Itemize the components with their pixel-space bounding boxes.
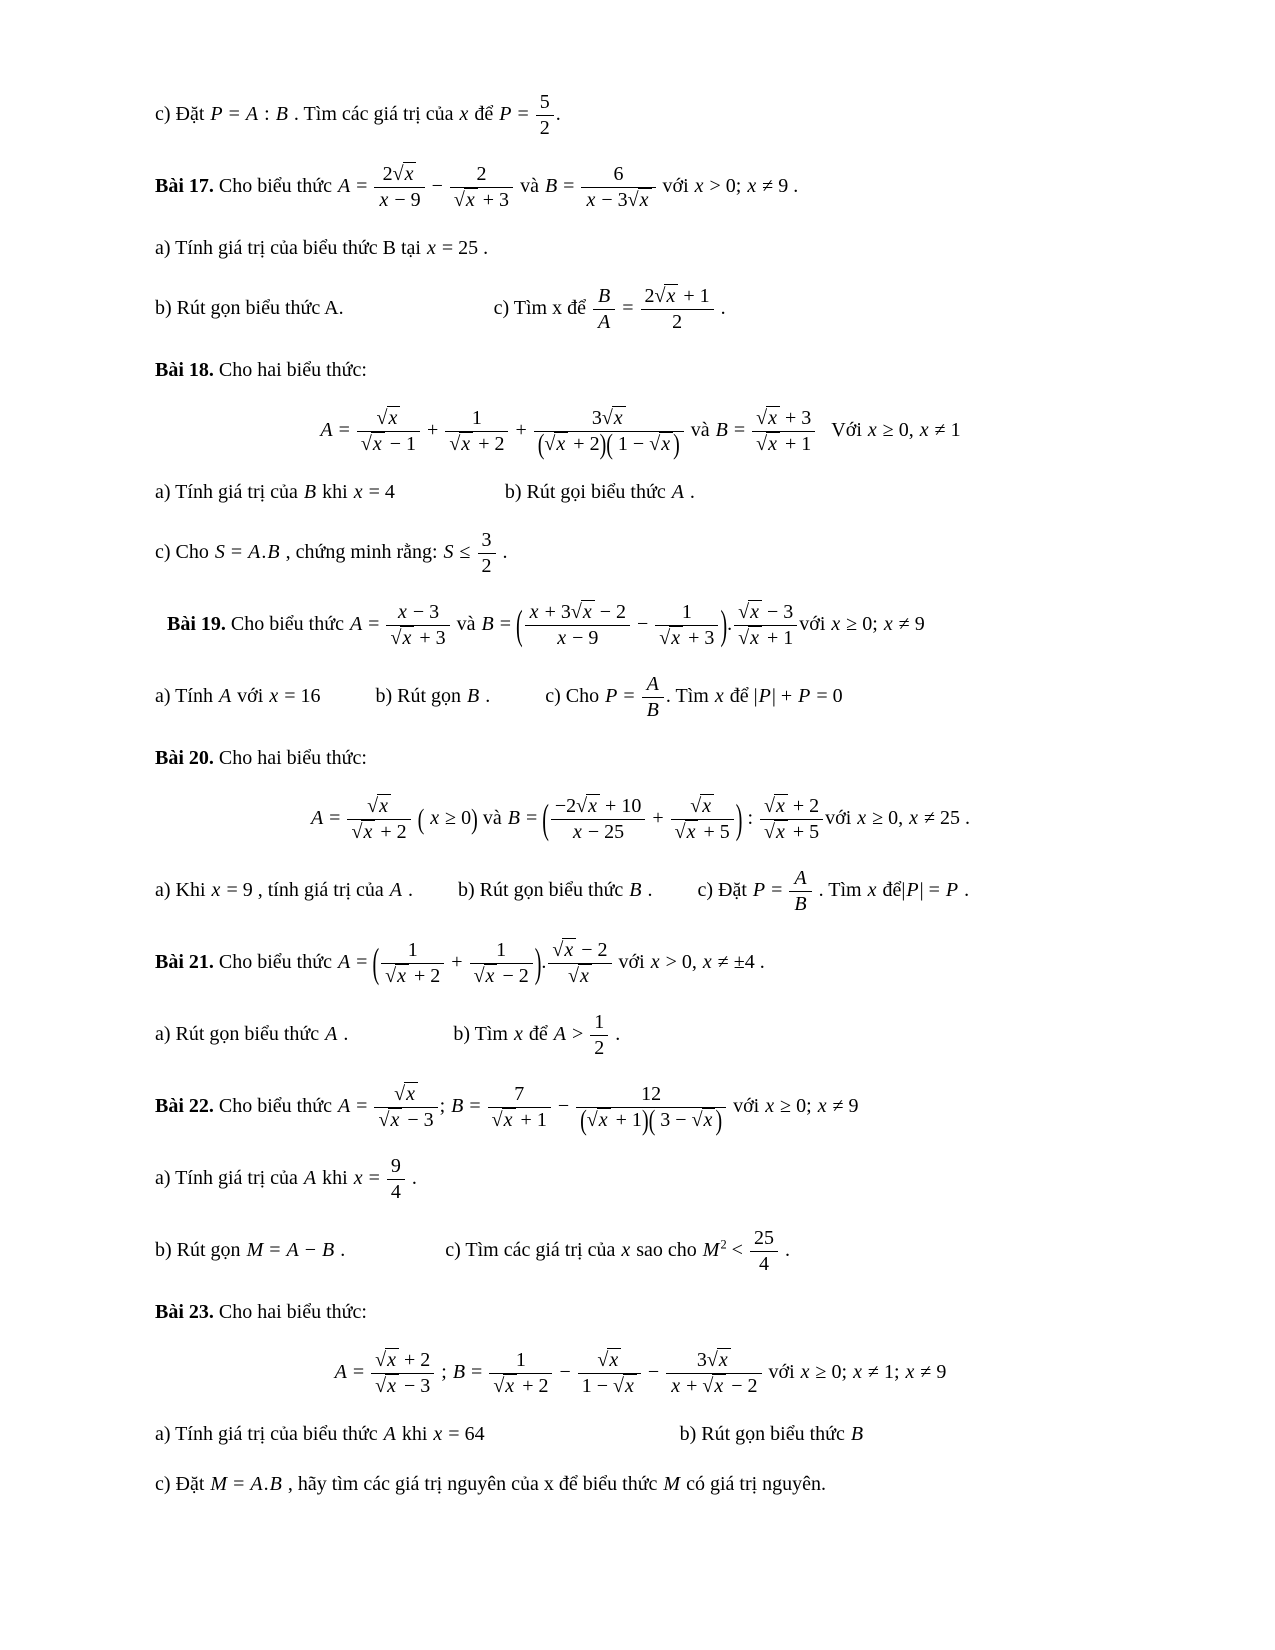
- sqrt-radical: √x: [367, 795, 391, 817]
- math-expression: A = $\frac{√x}{√x - 1}$ + $\frac{1}{√x + 2}$ + $\frac{3√x}{(√x + 2)( 1 - √x )}$: [319, 419, 685, 441]
- math-expression: |P| + P = 0: [753, 685, 843, 708]
- text-run: và: [685, 419, 715, 442]
- ex23-formula: [155, 1348, 1125, 1399]
- exercise-label: Bài 22.: [155, 1095, 214, 1118]
- fraction: $\frac{3√x}{x + √x - 2}$: [666, 1348, 761, 1399]
- sqrt-radical: √x: [394, 1083, 418, 1105]
- text-run: . Tìm: [813, 879, 867, 902]
- text-run: Cho biểu thức: [213, 1095, 337, 1118]
- right-paren: ): [534, 940, 542, 987]
- exercise-label: Bài 23.: [155, 1301, 214, 1323]
- text-run: .: [338, 1023, 349, 1046]
- math-expression: P = $\frac{A}{B}$: [752, 879, 814, 901]
- text-run: a) Tính giá trị của: [155, 1167, 303, 1190]
- sqrt-radical: √x: [675, 821, 699, 843]
- text-run: .: [478, 237, 489, 259]
- math-expression: P = A : B: [210, 103, 288, 126]
- right-paren: ): [720, 602, 728, 649]
- text-run: a) Tính giá trị của: [155, 481, 303, 503]
- sqrt-radical: √x: [649, 433, 673, 455]
- fraction: $\frac{1}{√x + 3}$: [655, 600, 718, 651]
- text-run: .: [959, 879, 970, 902]
- column-spacer: [320, 701, 375, 702]
- sqrt-radical: √x: [474, 965, 498, 987]
- math-expression: x > 0, x ≠ ±4: [650, 951, 755, 974]
- text-run: b) Tìm: [453, 1023, 513, 1046]
- text-run: c) Đặt: [155, 1473, 210, 1495]
- ex21-parts-ab: [155, 1010, 1125, 1061]
- math-expression: B = $\frac{√x + 3}{√x + 1}$: [715, 419, 818, 441]
- text-run: .: [960, 807, 971, 830]
- fraction: $\frac{B}{A}$: [593, 284, 615, 335]
- fraction: $\frac{√x + 3}{√x + 1}$: [752, 406, 815, 457]
- sqrt-radical: √x: [361, 433, 385, 455]
- math-expression: x = 4: [353, 481, 395, 503]
- text-run: a) Rút gọn biểu thức: [155, 1023, 325, 1046]
- text-run: .: [403, 879, 414, 902]
- text-run: . Tìm: [665, 685, 714, 708]
- text-run: . Tìm các giá trị của: [288, 103, 459, 126]
- fraction: $\frac{-2√x + 10}{x - 25}$: [551, 794, 645, 845]
- math-expression: B = ( $\frac{-2√x + 10}{x - 25}$ + $\frac{√x}{√x + 5}$ ) : $\frac{√x + 2}{√x + 5}$: [507, 807, 825, 829]
- sqrt-radical: √x: [454, 189, 478, 211]
- text-run: .: [497, 541, 508, 564]
- text-run: a) Tính giá trị của biểu thức B tại: [155, 237, 426, 259]
- sqrt-radical: √x: [613, 1375, 637, 1397]
- ex19-parts-abc: [155, 672, 1125, 723]
- ex16-part-c: [155, 90, 1125, 141]
- fraction: $\frac{√x}{√x + 2}$: [347, 794, 410, 845]
- text-run: b) Rút gọn biểu thức: [679, 1423, 850, 1445]
- column-spacer: [485, 1439, 680, 1440]
- fraction: $\frac{1}{2}$: [590, 1010, 608, 1061]
- math-expression: B: [629, 879, 642, 902]
- text-run: b) Rút gọi biểu thức: [504, 481, 671, 503]
- fraction: $\frac{1}{√x - 2}$: [470, 938, 533, 989]
- math-expression: A: [218, 685, 232, 708]
- text-run: và: [515, 175, 544, 198]
- math-expression: x: [867, 879, 877, 902]
- math-expression: P = $\frac{5}{2}$: [498, 103, 556, 125]
- math-expression: x > 0; x ≠ 9: [694, 175, 789, 198]
- fraction: $\frac{3}{2}$: [478, 528, 496, 579]
- sqrt-radical: √x: [393, 163, 417, 185]
- sqrt-radical: √x: [628, 189, 652, 211]
- math-expression: x = 64: [433, 1423, 485, 1445]
- math-expression: x ≥ 0, x ≠ 1: [867, 419, 961, 442]
- text-run: .: [610, 1023, 621, 1046]
- left-paren: (: [537, 429, 545, 462]
- fraction: $\frac{9}{4}$: [387, 1154, 405, 1205]
- ex19-intro: [155, 600, 1125, 651]
- column-spacer: [344, 313, 494, 314]
- math-expression: x: [714, 685, 724, 708]
- sqrt-radical: √x: [375, 1349, 399, 1371]
- math-expression: S = A.B: [214, 541, 280, 564]
- ex17-intro: [155, 162, 1125, 213]
- sqrt-radical: √x: [659, 627, 683, 649]
- fraction: $\frac{6}{x - 3√x}$: [581, 162, 655, 213]
- ex22-parts-bc: [155, 1226, 1125, 1277]
- column-spacer: [490, 701, 545, 702]
- right-paren: ): [735, 796, 743, 843]
- left-paren: (: [372, 940, 380, 987]
- fraction: $\frac{1}{√x + 2}$: [381, 938, 444, 989]
- text-run: c) Tìm x để: [493, 297, 591, 320]
- sqrt-radical: √x: [544, 433, 568, 455]
- text-run: và: [451, 613, 481, 636]
- sqrt-radical: √x: [390, 627, 414, 649]
- text-run: b) Rút gọn: [155, 1239, 246, 1262]
- math-expression: A: [671, 481, 684, 503]
- ex17-parts-bc: [155, 284, 1125, 335]
- sqrt-radical: √x: [702, 1375, 726, 1397]
- left-paren: (: [516, 602, 523, 649]
- text-run: có giá trị nguyên.: [681, 1473, 827, 1495]
- text-run: .: [788, 175, 799, 198]
- text-run: .: [406, 1167, 417, 1190]
- fraction: $\frac{√x + 2}{√x - 3}$: [371, 1348, 434, 1399]
- sqrt-radical: √x: [764, 821, 788, 843]
- ex23-parts-ab: [155, 1420, 1125, 1449]
- text-run: a) Khi: [155, 879, 211, 902]
- text-run: , tính giá trị của: [252, 879, 389, 902]
- sqrt-radical: √x: [493, 1375, 517, 1397]
- ex22-intro: [155, 1082, 1125, 1138]
- math-expression: x: [514, 1023, 523, 1046]
- sqrt-radical: √x: [738, 601, 762, 623]
- math-expression: A: [383, 1423, 396, 1445]
- ex22-part-a: [155, 1154, 1125, 1205]
- fraction: $\frac{A}{B}$: [789, 866, 811, 917]
- text-run: .: [754, 951, 765, 974]
- fraction: $\frac{√x - 2}{√x}$: [548, 938, 611, 989]
- ex20-intro: [155, 744, 1125, 773]
- text-run: .: [642, 879, 653, 902]
- text-run: .: [335, 1239, 346, 1262]
- math-expression: S ≤ $\frac{3}{2}$: [443, 541, 498, 563]
- math-expression: P = $\frac{A}{B}$: [604, 685, 666, 707]
- exercise-label: Bài 21.: [155, 951, 214, 974]
- right-paren: ): [715, 1105, 723, 1138]
- ex20-parts-abc: [155, 866, 1125, 917]
- ex18-parts-ab: [155, 478, 1125, 507]
- column-spacer: [413, 895, 458, 896]
- text-run: c) Tìm các giá trị của: [445, 1239, 621, 1262]
- left-paren: (: [580, 1105, 587, 1138]
- fraction: $\frac{√x}{√x - 1}$: [357, 406, 420, 457]
- text-run: b) Rút gọn biểu thức A.: [155, 297, 344, 320]
- text-run: với: [799, 613, 831, 636]
- math-expression: x = $\frac{9}{4}$: [353, 1167, 407, 1189]
- fraction: $\frac{7}{√x + 1}$: [488, 1082, 551, 1133]
- fraction: $\frac{A}{B}$: [642, 672, 664, 723]
- sqrt-radical: √x: [552, 939, 576, 961]
- math-expression: x ≥ 0; x ≠ 1; x ≠ 9: [800, 1361, 947, 1384]
- math-expression: A = $\frac{√x}{√x - 3}$ ; B = $\frac{7}{√x + 1}$ − $\frac{12}{(√x + 1)( 3 - √x )}$: [337, 1095, 728, 1117]
- exercise-label: Bài 18.: [155, 359, 214, 381]
- text-run: b) Rút gọn biểu thức: [458, 879, 629, 902]
- text-run: .: [480, 685, 491, 708]
- fraction: $\frac{3√x}{(√x + 2)( 1 - √x )}$: [534, 406, 684, 457]
- math-expression: A: [325, 1023, 338, 1046]
- ex21-intro: [155, 938, 1125, 989]
- text-run: , hãy tìm các giá trị nguyên của x để biểu thức: [282, 1473, 663, 1495]
- fraction: $\frac{5}{2}$: [536, 90, 554, 141]
- fraction: $\frac{2}{√x + 3}$: [450, 162, 513, 213]
- fraction: $\frac{12}{(√x + 1)( 3 - √x )}$: [576, 1082, 726, 1133]
- math-expression: A: [303, 1167, 317, 1190]
- text-run: khi: [396, 1423, 433, 1445]
- text-run: Cho hai biểu thức:: [213, 359, 367, 381]
- sqrt-radical: √x: [375, 1375, 399, 1397]
- math-expression: B = ( $\frac{x + 3√x - 2}{x - 9}$ − $\frac{1}{√x + 3}$ ). $\frac{√x - 3}{√x + 1}$: [481, 613, 800, 635]
- sqrt-radical: √x: [690, 795, 714, 817]
- math-expression: M = A − B: [246, 1239, 335, 1262]
- sqrt-radical: √x: [597, 1349, 621, 1371]
- fraction: $\frac{x - 3}{√x + 3}$: [386, 600, 449, 651]
- text-run: Cho hai biểu thức:: [213, 747, 367, 769]
- ex20-formula: [155, 794, 1125, 845]
- ex18-intro: [155, 356, 1125, 385]
- sqrt-radical: √x: [378, 1109, 402, 1131]
- fraction: $\frac{√x + 2}{√x + 5}$: [760, 794, 823, 845]
- left-paren: (: [542, 796, 549, 843]
- ex23-part-c: [155, 1470, 1125, 1499]
- math-expression: x ≥ 0, x ≠ 25: [857, 807, 961, 830]
- text-run: .: [779, 1239, 790, 1262]
- sqrt-radical: √x: [756, 407, 780, 429]
- ex18-formula: [155, 406, 1125, 462]
- math-expression: x = 9: [211, 879, 253, 902]
- right-paren: ): [673, 429, 680, 462]
- text-run: với: [657, 175, 694, 198]
- sqrt-radical: √x: [351, 821, 375, 843]
- text-run: Cho biểu thức: [225, 613, 349, 636]
- fraction: $\frac{2√x}{x - 9}$: [374, 162, 424, 213]
- column-spacer: [817, 435, 831, 436]
- ex17-part-a: [155, 234, 1125, 263]
- text-run: .: [684, 481, 695, 503]
- ex18-part-c: [155, 528, 1125, 579]
- text-run: c) Cho: [545, 685, 605, 708]
- text-run: khi: [317, 481, 353, 503]
- right-paren: ): [641, 1105, 649, 1138]
- text-run: với: [825, 807, 857, 830]
- left-paren: (: [648, 1105, 656, 1138]
- sqrt-radical: √x: [707, 1349, 731, 1371]
- text-run: c) Đặt: [697, 879, 752, 902]
- math-expression: A = $\frac{√x}{√x + 2}$ ( x ≥ 0): [310, 795, 478, 843]
- text-run: a) Tính: [155, 685, 218, 708]
- left-paren: (: [417, 803, 425, 836]
- fraction: $\frac{x + 3√x - 2}{x - 9}$: [525, 600, 630, 651]
- right-paren: ): [599, 429, 607, 462]
- column-spacer: [395, 497, 505, 498]
- text-run: để: [523, 1023, 553, 1046]
- math-expression: x: [459, 103, 469, 126]
- text-run: b) Rút gọn: [375, 685, 467, 708]
- text-run: , chứng minh rằng:: [280, 541, 443, 564]
- exercise-label: Bài 19.: [167, 613, 226, 636]
- math-expression: B = $\frac{6}{x - 3√x}$: [544, 175, 658, 197]
- fraction: $\frac{25}{4}$: [750, 1226, 778, 1277]
- math-expression: A = $\frac{x - 3}{√x + 3}$: [349, 613, 452, 635]
- math-expression: A = ( $\frac{1}{√x + 2}$ + $\frac{1}{√x - 2}$ ). $\frac{√x - 2}{√x}$: [337, 951, 614, 973]
- math-expression: $\frac{B}{A}$ = $\frac{2√x + 1}{2}$: [591, 297, 716, 319]
- sqrt-radical: √x: [738, 627, 762, 649]
- fraction: $\frac{1}{√x + 2}$: [489, 1348, 552, 1399]
- math-expression: M = A.B: [210, 1473, 282, 1495]
- math-expression: A: [389, 879, 403, 902]
- text-run: với: [763, 1361, 800, 1384]
- text-run: với: [613, 951, 650, 974]
- text-run: sao cho: [631, 1239, 702, 1262]
- sqrt-radical: √x: [587, 1109, 611, 1131]
- right-paren: ): [471, 803, 478, 836]
- sqrt-radical: √x: [602, 407, 626, 429]
- sqrt-radical: √x: [449, 433, 473, 455]
- text-run: Với: [831, 419, 867, 442]
- text-run: và: [477, 807, 507, 830]
- sqrt-radical: √x: [764, 795, 788, 817]
- column-spacer: [348, 1039, 453, 1040]
- text-run: với: [232, 685, 269, 708]
- sqrt-radical: √x: [571, 601, 595, 623]
- text-run: .: [715, 297, 726, 320]
- text-run: Cho biểu thức: [213, 175, 337, 198]
- math-expression: x ≥ 0; x ≠ 9: [765, 1095, 859, 1118]
- column-spacer: [345, 1255, 445, 1256]
- math-expression: $M^2$ < $\frac{25}{4}$: [702, 1239, 780, 1261]
- sqrt-radical: √x: [492, 1109, 516, 1131]
- math-expression: B: [303, 481, 317, 503]
- fraction: $\frac{√x}{√x + 5}$: [671, 794, 734, 845]
- text-run: để: [724, 685, 754, 708]
- math-expression: |P| = P: [901, 879, 959, 902]
- text-run: Cho hai biểu thức:: [213, 1301, 367, 1323]
- math-expression: x: [621, 1239, 631, 1262]
- text-run: để: [469, 103, 499, 126]
- math-expression: x = 16: [269, 685, 321, 708]
- text-run: để: [877, 879, 902, 902]
- math-expression: B: [850, 1423, 864, 1445]
- fraction: $\frac{√x}{1 - √x}$: [578, 1348, 641, 1399]
- sqrt-radical: √x: [377, 407, 401, 429]
- sqrt-radical: √x: [568, 965, 592, 987]
- sqrt-radical: √x: [576, 795, 600, 817]
- math-expression: x = 25: [426, 237, 479, 259]
- fraction: $\frac{1}{√x + 2}$: [445, 406, 508, 457]
- sqrt-radical: √x: [756, 433, 780, 455]
- text-run: .: [555, 103, 561, 126]
- fraction: $\frac{2√x + 1}{2}$: [641, 284, 714, 335]
- sqrt-radical: √x: [655, 285, 679, 307]
- sqrt-radical: √x: [692, 1109, 716, 1131]
- fraction: $\frac{√x}{√x - 3}$: [374, 1082, 437, 1133]
- text-run: c) Cho: [155, 541, 214, 564]
- ex23-intro: [155, 1298, 1125, 1327]
- math-expression: A = $\frac{√x + 2}{√x - 3}$ ; B = $\frac{1}{√x + 2}$ − $\frac{√x}{1 - √x}$ − $\frac{3√x}{x + √x - 2}$: [334, 1361, 764, 1383]
- left-paren: (: [606, 429, 613, 462]
- math-expression: x ≥ 0; x ≠ 9: [831, 613, 925, 636]
- text-run: a) Tính giá trị của biểu thức: [155, 1423, 383, 1445]
- sqrt-radical: √x: [385, 965, 409, 987]
- fraction: $\frac{√x - 3}{√x + 1}$: [734, 600, 797, 651]
- column-spacer: [653, 895, 698, 896]
- math-expression: B: [467, 685, 480, 708]
- text-run: khi: [317, 1167, 353, 1190]
- text-run: c) Đặt: [155, 103, 210, 126]
- exercise-label: Bài 20.: [155, 747, 214, 769]
- math-expression: M: [663, 1473, 681, 1495]
- text-run: Cho biểu thức: [213, 951, 337, 974]
- math-expression: A = $\frac{2√x}{x - 9}$ − $\frac{2}{√x + 3}$: [337, 175, 515, 197]
- math-expression: A > $\frac{1}{2}$: [553, 1023, 611, 1045]
- text-run: với: [728, 1095, 765, 1118]
- exercise-label: Bài 17.: [155, 175, 214, 198]
